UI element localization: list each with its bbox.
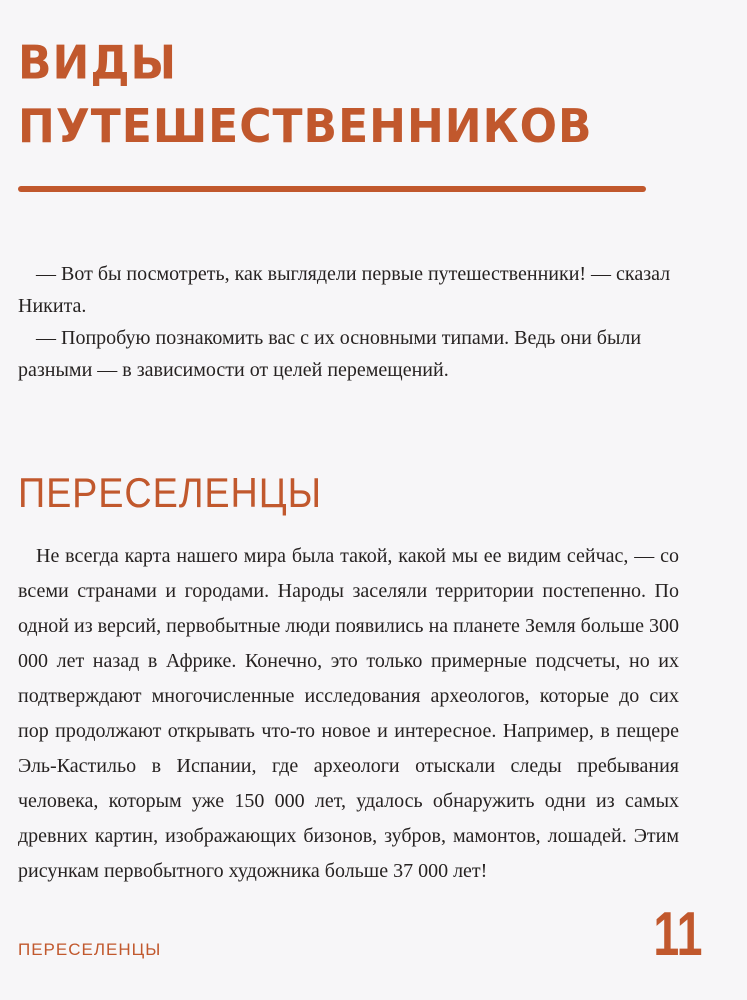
page-title-line-2: ПУТЕШЕСТВЕННИКОВ	[18, 99, 593, 154]
dialog-line-2: — Попробую познакомить вас с их основными типами. Ведь они были разными — в зависимости от целей перемещений.	[18, 327, 642, 381]
section-body: Не всегда карта нашего мира была такой, какой мы ее видим сейчас, — со всеми странами и городами. Народы заселяли территории постепенно. По одной из версий, первобытные люди появились на планете Земля больше 300 000 лет назад в Африке. Конечно, это только примерные подсчеты, но их подтверждают многочисленные исследования археологов, которые до сих пор продолжают открывать что-то новое и интересное. Например, в пещере Эль-Кастильо в Испании, где археологи отыскали следы пребывания человека, которым уже 150 000 лет, удалось обнаружить одни из самых древних картин, изображающих бизонов, зубров, мамонтов, лошадей. Этим рисункам первобытного художника больше 37 000 лет!	[18, 545, 679, 882]
running-footer: ПЕРЕСЕЛЕНЦЫ	[18, 940, 162, 959]
page-title	[18, 32, 718, 159]
section-title: ПЕРЕСЕЛЕНЦЫ	[18, 469, 322, 516]
page-title-line-1: ВИДЫ	[18, 36, 178, 91]
page-number: 11	[653, 900, 703, 969]
dialog-line-1: — Вот бы посмотреть, как выглядели первые путешественники! — сказал Никита.	[18, 263, 671, 317]
dialog-block	[18, 258, 678, 386]
title-underline	[18, 186, 646, 192]
